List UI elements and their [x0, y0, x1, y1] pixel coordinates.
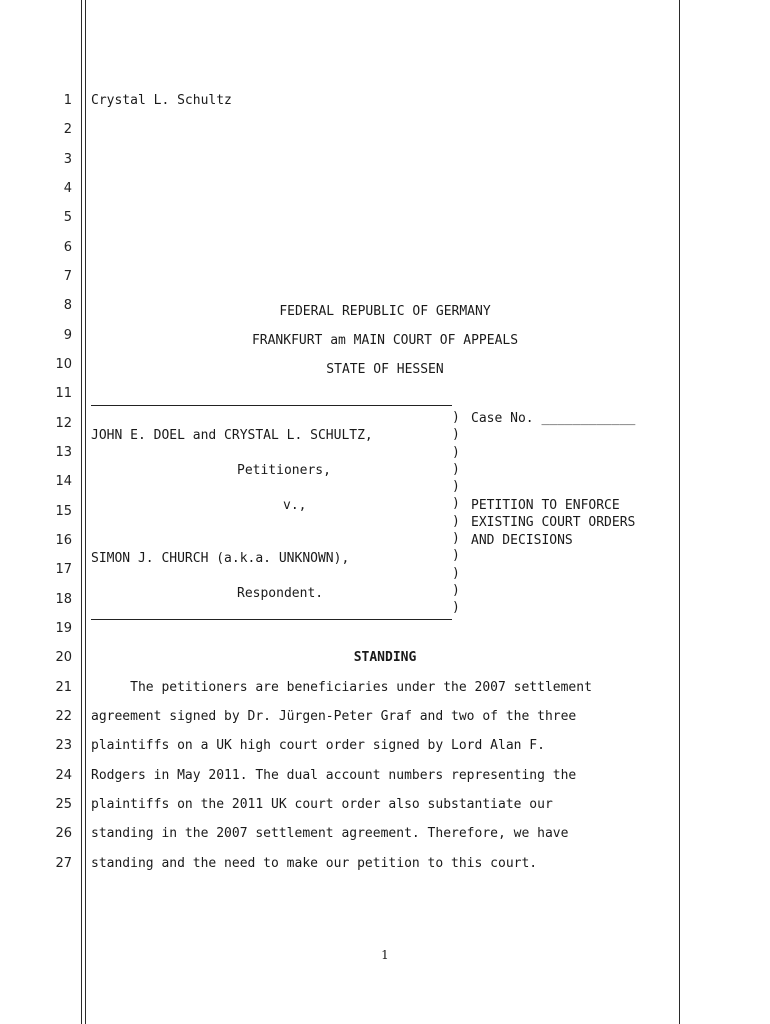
body-line: The petitioners are beneficiaries under the 2007 settlement	[91, 680, 592, 695]
line-number: 14	[55, 474, 72, 489]
line-number: 5	[63, 210, 72, 225]
body-line: plaintiffs on a UK high court order signed by Lord Alan F.	[91, 738, 545, 753]
line-number: 22	[55, 709, 72, 724]
line-number: 2	[63, 122, 72, 137]
line-number: 27	[55, 856, 72, 871]
body-line: standing and the need to make our petition to this court.	[91, 856, 538, 871]
caption-bottom-rule	[91, 619, 452, 620]
line-number: 24	[55, 768, 72, 783]
line-number: 25	[55, 797, 72, 812]
petitioners-label: Petitioners,	[237, 463, 331, 478]
line-number: 8	[63, 298, 72, 313]
line-number: 13	[55, 445, 72, 460]
caption-paren-column: ) ) ) ) ) ) ) ) ) ) ) )	[452, 410, 460, 616]
petitioners-names: JOHN E. DOEL and CRYSTAL L. SCHULTZ,	[91, 428, 373, 443]
body-line: agreement signed by Dr. Jürgen-Peter Graf and two of the three	[91, 709, 577, 724]
section-heading: STANDING	[353, 650, 417, 665]
court-country: FEDERAL REPUBLIC OF GERMANY	[279, 304, 491, 319]
line-number: 12	[55, 416, 72, 431]
body-line: standing in the 2007 settlement agreement. Therefore, we have	[91, 826, 569, 841]
left-margin-line-outer	[81, 0, 82, 1024]
page-number: 1	[381, 948, 389, 962]
body-line: Rodgers in May 2011. The dual account numbers representing the	[91, 768, 577, 783]
petition-title-line: AND DECISIONS	[471, 533, 573, 548]
respondent-label: Respondent.	[237, 586, 324, 601]
body-line: plaintiffs on the 2011 UK court order also substantiate our	[91, 797, 553, 812]
line-number: 19	[55, 621, 72, 636]
line-number: 7	[63, 269, 72, 284]
petition-title-line: PETITION TO ENFORCE	[471, 498, 620, 513]
right-margin-line	[679, 0, 680, 1024]
line-number: 9	[63, 328, 72, 343]
line-number: 18	[55, 592, 72, 607]
line-number: 20	[55, 650, 72, 665]
line-number: 1	[63, 93, 72, 108]
author-name: Crystal L. Schultz	[91, 93, 232, 108]
case-number: Case No. ____________	[471, 411, 636, 426]
line-number: 16	[55, 533, 72, 548]
line-number: 26	[55, 826, 72, 841]
petition-title-line: EXISTING COURT ORDERS	[471, 515, 636, 530]
line-number: 11	[55, 386, 72, 401]
court-name: FRANKFURT am MAIN COURT OF APPEALS	[251, 333, 519, 348]
line-number: 3	[63, 152, 72, 167]
respondent-name: SIMON J. CHURCH (a.k.a. UNKNOWN),	[91, 551, 350, 566]
line-number: 15	[55, 504, 72, 519]
left-margin-line-inner	[85, 0, 86, 1024]
line-number: 23	[55, 738, 72, 753]
line-number: 4	[63, 181, 72, 196]
line-number: 21	[55, 680, 72, 695]
line-number: 10	[55, 357, 72, 372]
versus-label: v.,	[283, 498, 307, 513]
court-state: STATE OF HESSEN	[326, 362, 444, 377]
caption-top-rule	[91, 405, 452, 406]
line-number: 6	[63, 240, 72, 255]
line-number: 17	[55, 562, 72, 577]
